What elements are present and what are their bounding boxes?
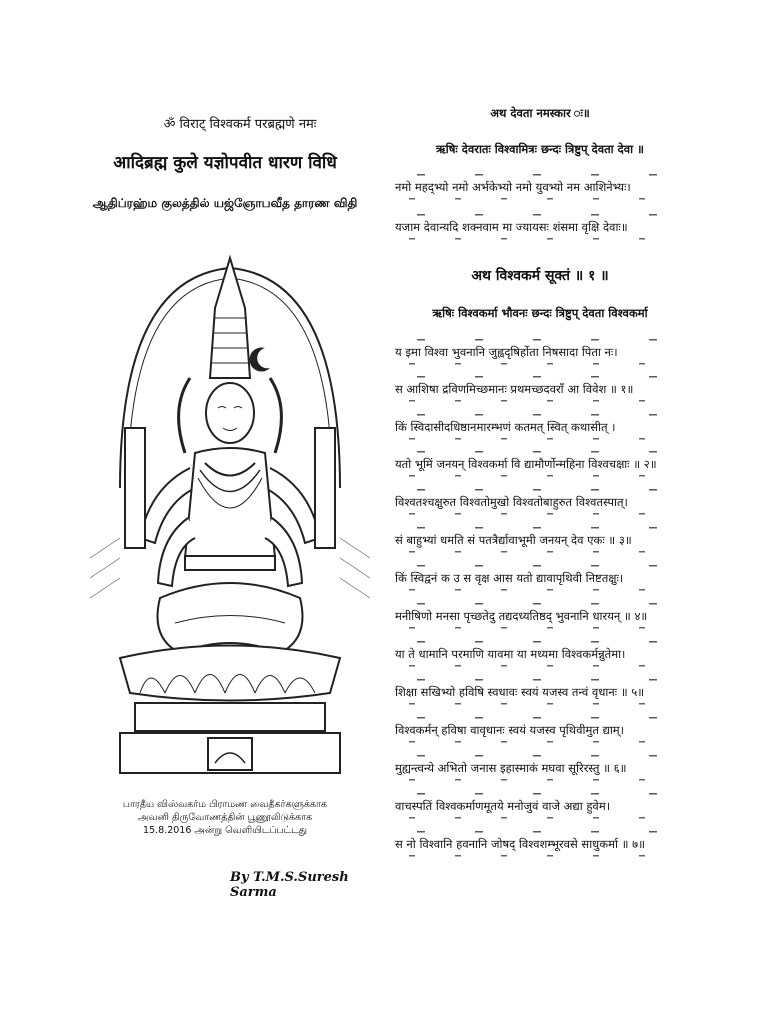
svara-mark <box>395 363 685 367</box>
svara-mark <box>395 829 685 835</box>
svara-mark <box>395 374 685 380</box>
verse-text: शिक्षा सखिभ्यो हविषि स्वधावः स्वयं यजस्व तन्वं वृधानः ॥ ५॥ <box>395 685 645 699</box>
svara-mark <box>395 665 685 669</box>
svara-mark <box>395 525 685 531</box>
caption <box>60 798 390 837</box>
svara-mark <box>395 753 685 759</box>
verse-text: नमो महद्भ्यो नमो अर्भकेभ्यो नमो युवभ्यो नम आशिनेभ्यः। <box>395 180 631 194</box>
svara-mark <box>395 779 685 783</box>
svara-mark <box>395 475 685 479</box>
verse-line <box>395 382 685 397</box>
rishi-line: ऋषिः विश्वकर्मा भौवनः छन्दः त्रिष्टुप् देवता विश्वकर्मा <box>432 306 648 320</box>
verse-line <box>395 647 685 662</box>
verse-line <box>395 609 685 624</box>
invocation-line: ॐ विराट् विश्वकर्म परब्रह्मणे नमः <box>163 117 317 132</box>
verse-text: किं स्विद्वनं क उ स वृक्ष आस यतो द्यावापृथिवी निष्टतक्षुः। <box>395 571 624 585</box>
svara-mark <box>395 438 685 442</box>
rishi-line: ऋषिः देवरातः विश्वामित्रः छन्दः त्रिष्टुप् देवता देवा ॥ <box>435 142 645 156</box>
verse-text: य इमा विश्वा भुवनानि जुह्वदृषिर्होता निषसादा पिता नः। <box>395 345 618 359</box>
svara-mark <box>395 400 685 404</box>
svara-mark <box>395 601 685 607</box>
verse-text: मनीषिणो मनसा पृच्छतेदु तद्यदध्यतिष्ठद् भुवनानि धारयन् ॥ ४॥ <box>395 609 648 623</box>
svara-mark <box>395 589 685 593</box>
svara-mark <box>395 238 685 242</box>
verse-line <box>395 723 685 738</box>
heading-sukta: अथ विश्वकर्म सूक्तं ॥ १ ॥ <box>471 268 609 284</box>
svara-mark <box>395 817 685 821</box>
verse-line <box>395 533 685 548</box>
verse-line <box>395 420 685 435</box>
verse-line <box>395 220 685 235</box>
svara-mark <box>395 487 685 493</box>
svara-mark <box>395 791 685 797</box>
verse-line <box>395 457 685 472</box>
title-devanagari: आदिब्रह्म कुले यज्ञोपवीत धारण विधि <box>113 153 337 173</box>
verse-line <box>395 180 685 195</box>
svara-mark <box>395 513 685 517</box>
verse-text: वाचस्पतिं विश्वकर्माणमूतये मनोजुवं वाजे अद्या हुवेम। <box>395 799 611 813</box>
svara-mark <box>395 172 685 178</box>
cover-panel <box>60 100 390 900</box>
verse-line <box>395 799 685 814</box>
svara-mark <box>395 627 685 631</box>
verse-text: मुह्यन्त्वन्ये अभितो जनास इहास्माकं मघवा सूरिरस्तु ॥ ६॥ <box>395 761 627 775</box>
svara-mark <box>395 715 685 721</box>
verse-text: यतो भूमिं जनयन् विश्वकर्मा वि द्यामौर्णोन्महिना विश्वचक्षाः ॥ २॥ <box>395 457 657 471</box>
svara-mark <box>395 703 685 707</box>
svara-mark <box>395 412 685 418</box>
author-byline: By T.M.S.Suresh Sarma <box>230 870 349 900</box>
verse-text: स आशिषा द्रविणमिच्छमानः प्रथमच्छदवराँ आ विवेश ॥ १॥ <box>395 382 634 396</box>
verse-text: विश्वकर्मन् हविषा वावृधानः स्वयं यजस्व पृथिवीमुत द्याम्। <box>395 723 625 737</box>
caption-line: 15.8.2016 அன்று வெளியிடப்பட்டது <box>143 825 307 836</box>
verse-text: विश्वतश्चक्षुरुत विश्वतोमुखो विश्वतोबाहुरुत विश्वतस्पात्। <box>395 495 628 509</box>
verse-text: सं बाहुभ्यां धमति सं पतत्रैर्द्यावाभूमी जनयन् देव एकः ॥ ३॥ <box>395 533 632 547</box>
heading-namaskara: अथ देवता नमस्कार ः॥ <box>490 106 590 120</box>
verse-line <box>395 837 685 852</box>
verse-text: स नो विश्वानि हवनानि जोषद् विश्वशम्भूरवसे साधुकर्मा ॥ ७॥ <box>395 837 646 851</box>
svara-mark <box>395 639 685 645</box>
verse-text: या ते धामानि परमाणि यावमा या मध्यमा विश्वकर्मन्नुतेमा। <box>395 647 626 661</box>
svara-mark <box>395 741 685 745</box>
verse-text: किं स्विदासीदधिष्ठानमारम्भणं कतमत् स्वित् कथासीत् । <box>395 420 616 434</box>
svara-mark <box>395 677 685 683</box>
svara-mark <box>395 855 685 859</box>
vishwakarma-deity-illustration <box>80 238 380 798</box>
svara-mark <box>395 551 685 555</box>
text-panel <box>395 100 685 880</box>
verse-line <box>395 495 685 510</box>
verse-line <box>395 345 685 360</box>
svara-mark <box>395 337 685 343</box>
caption-line: பாரதீய விஸ்வகர்ம பிராமண வைதீகர்களுக்காக <box>122 799 328 810</box>
svara-mark <box>395 449 685 455</box>
verse-text: यजाम देवान्यदि शक्नवाम मा ज्यायसः शंसमा वृक्षि देवाः॥ <box>395 220 628 234</box>
svara-mark <box>395 563 685 569</box>
title-tamil: ஆதிப்ரஹ்ம குலத்தில் யஜ்ஞோபவீத தாரண விதி <box>92 196 358 210</box>
verse-line <box>395 571 685 586</box>
svara-mark <box>395 212 685 218</box>
verse-line <box>395 761 685 776</box>
svara-mark <box>395 198 685 202</box>
verse-line <box>395 685 685 700</box>
caption-line: அவனி திருவோணத்தின் பூணூலிடுக்காக <box>137 812 313 823</box>
